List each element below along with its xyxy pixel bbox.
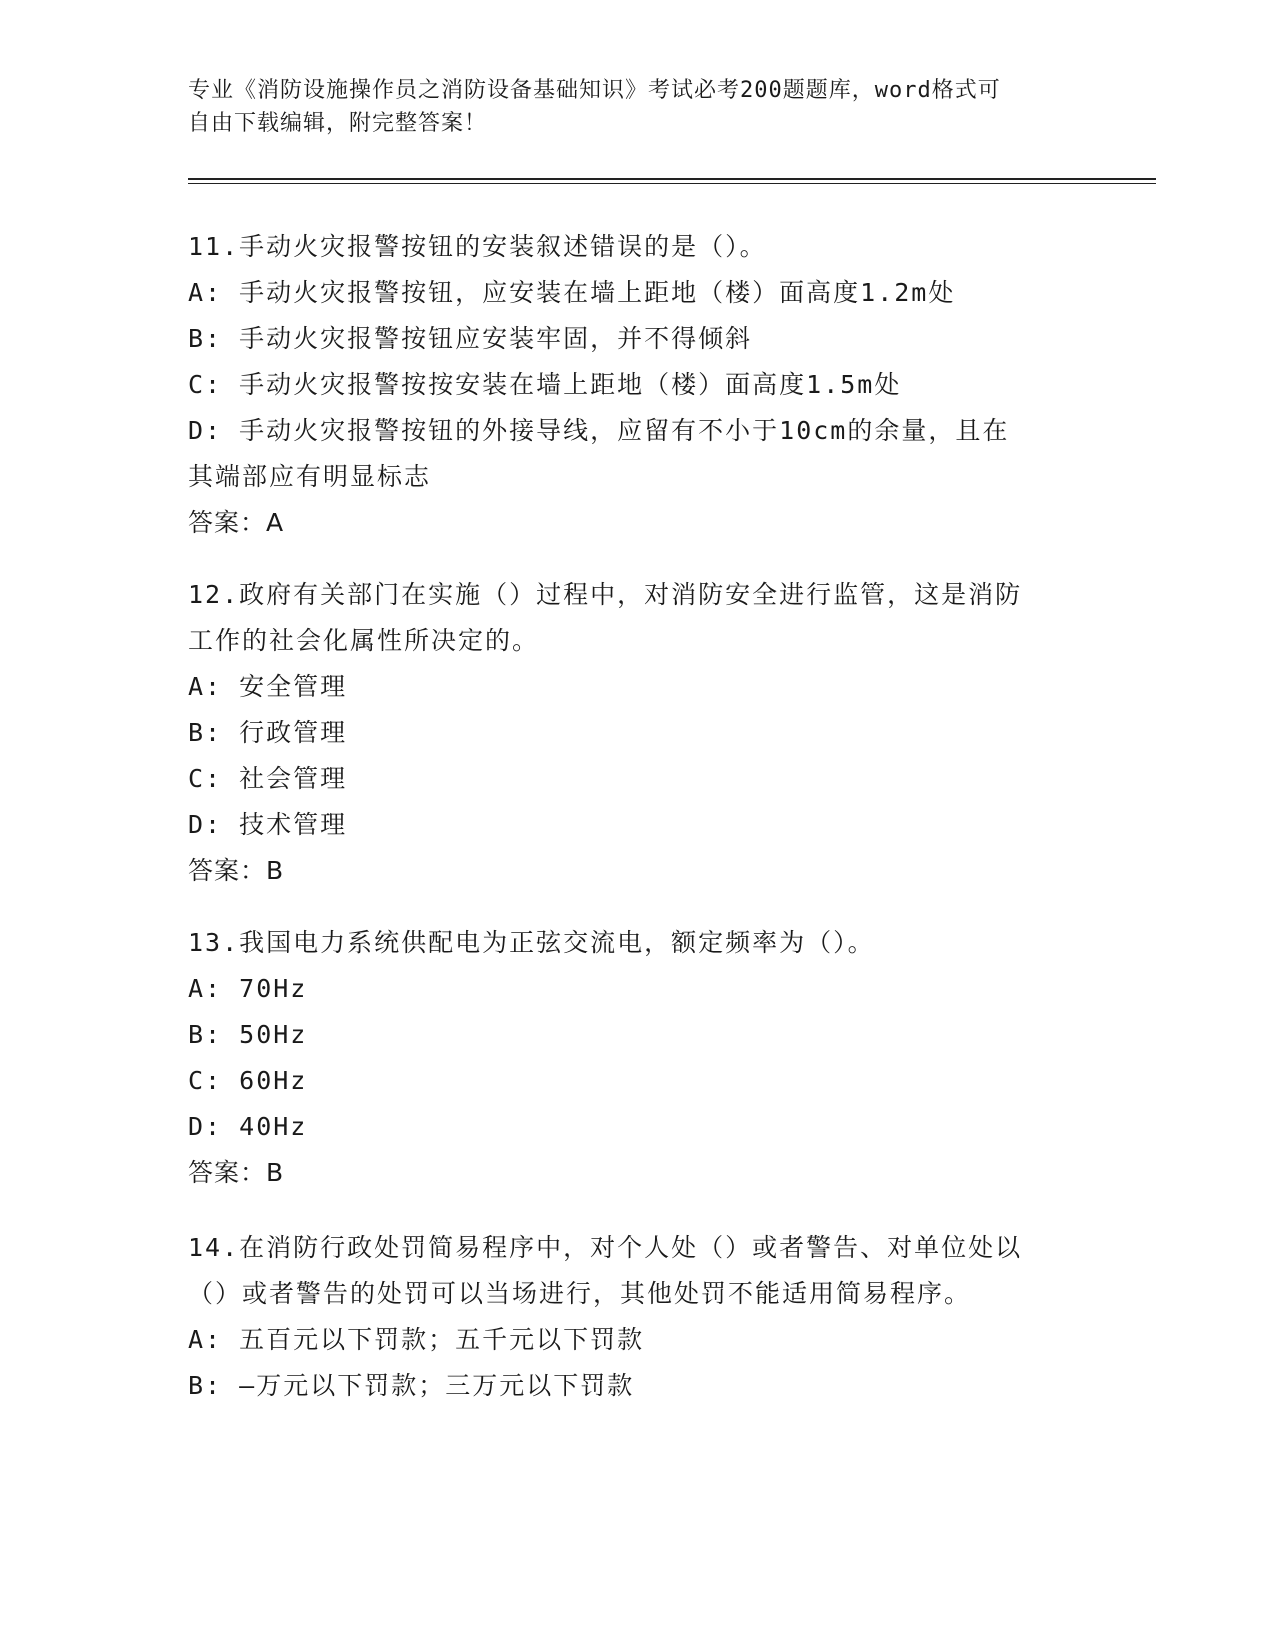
option-a: A: 安全管理 (188, 672, 348, 701)
option-a: A: 五百元以下罚款；五千元以下罚款 (188, 1325, 645, 1354)
question-stem-continued: 工作的社会化属性所决定的。 (188, 626, 540, 655)
option-c: C: 社会管理 (188, 764, 348, 793)
option-b: B: 行政管理 (188, 718, 348, 747)
option-b: B: —万元以下罚款；三万元以下罚款 (188, 1371, 635, 1400)
question-12 (188, 572, 1088, 894)
answer: 答案：B (188, 1158, 285, 1187)
option-a: A: 70Hz (188, 974, 308, 1003)
option-d: D: 40Hz (188, 1112, 308, 1141)
option-d: D: 手动火灾报警按钮的外接导线，应留有不小于10cm的余量，且在 (188, 416, 1010, 445)
option-c: C: 手动火灾报警按按安装在墙上距地（楼）面高度1.5m处 (188, 370, 902, 399)
header-line-2: 自由下载编辑，附完整答案！ (188, 111, 488, 136)
header-line-1: 专业《消防设施操作员之消防设备基础知识》考试必考200题题库，word格式可 (188, 78, 1001, 103)
question-stem: 11.手动火灾报警按钮的安装叙述错误的是（）。 (188, 232, 767, 261)
question-11 (188, 224, 1088, 546)
question-13 (188, 920, 1088, 1196)
option-b: B: 50Hz (188, 1020, 308, 1049)
question-stem-continued: （）或者警告的处罚可以当场进行，其他处罚不能适用简易程序。 (188, 1279, 972, 1308)
header-divider-thick (188, 178, 1156, 180)
option-a: A: 手动火灾报警按钮，应安装在墙上距地（楼）面高度1.2m处 (188, 278, 956, 307)
question-stem: 13.我国电力系统供配电为正弦交流电，额定频率为（）。 (188, 928, 875, 957)
answer: 答案：A (188, 508, 285, 537)
question-14 (188, 1225, 1088, 1409)
option-c: C: 60Hz (188, 1066, 308, 1095)
answer: 答案：B (188, 856, 285, 885)
option-d: D: 技术管理 (188, 810, 348, 839)
document-header (188, 74, 1088, 140)
question-stem: 12.政府有关部门在实施（）过程中，对消防安全进行监管，这是消防 (188, 580, 1023, 609)
header-divider-thin (188, 183, 1156, 184)
option-d-continued: 其端部应有明显标志 (188, 462, 432, 491)
option-b: B: 手动火灾报警按钮应安装牢固，并不得倾斜 (188, 324, 753, 353)
question-stem: 14.在消防行政处罚简易程序中，对个人处（）或者警告、对单位处以 (188, 1233, 1023, 1262)
